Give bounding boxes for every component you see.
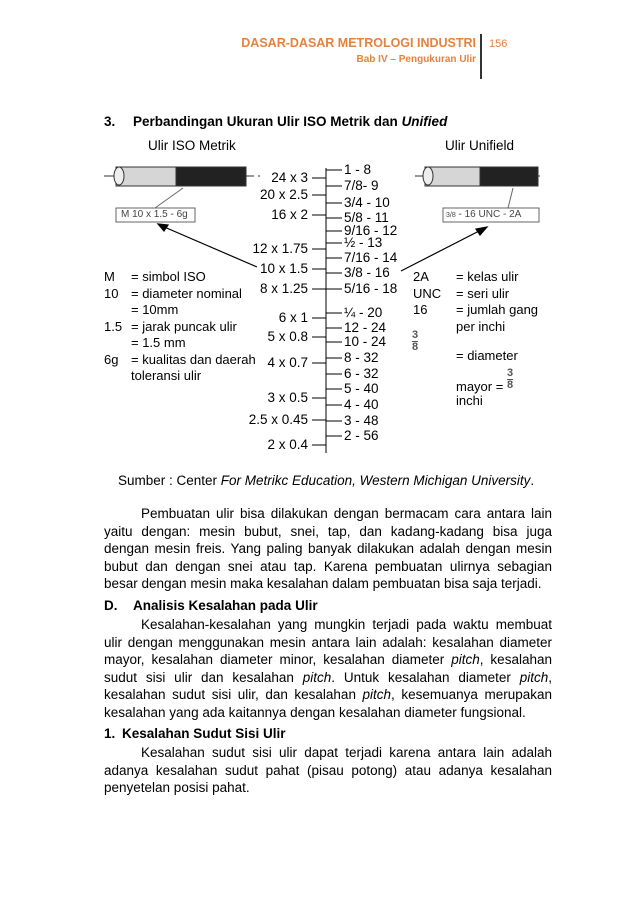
unified-callout-frac: 3/8 (446, 212, 456, 219)
unified-size-label: 9/16 - 12 (344, 223, 398, 238)
section-1-number: 1. (104, 726, 116, 741)
metric-size-label: 6 x 1 (278, 310, 308, 325)
legend-meaning: = simbol ISO (131, 269, 206, 284)
legend-symbol: 16 (413, 302, 428, 317)
legend-meaning: = kualitas dan daerah (131, 351, 256, 367)
metric-size-label: 10 x 1.5 (259, 261, 308, 276)
legend-meaning: = 1.5 mm (131, 335, 186, 350)
mayor-label: mayor = (456, 379, 504, 394)
unified-size-label: 7/16 - 14 (344, 250, 398, 265)
unified-callout-label: - 16 UNC - 2A (458, 209, 522, 220)
header-title: DASAR-DASAR METROLOGI INDUSTRI (241, 36, 476, 50)
source-suffix: . (530, 473, 535, 488)
metric-size-label: 2 x 0.4 (267, 437, 308, 452)
unified-size-label: 6 - 32 (344, 366, 379, 381)
unified-size-label: 4 - 40 (344, 397, 379, 412)
metric-size-label: 2.5 x 0.45 (248, 412, 308, 427)
frac-num: 3 (412, 329, 419, 341)
p2-pitch-4: pitch (362, 687, 392, 703)
section-1-title: Kesalahan Sudut Sisi Ulir (122, 726, 286, 741)
unified-size-label: 7/8- 9 (344, 178, 379, 193)
section-3-number: 3. (104, 114, 116, 129)
p2d: , kesalahan sudut sisi ulir, dan kesalahan (104, 669, 553, 703)
iso-metric-title: Ulir ISO Metrik (148, 138, 236, 153)
paragraph-3 (104, 744, 552, 797)
unified-callout-text (446, 209, 521, 220)
unified-size-label: 12 - 24 (344, 320, 387, 335)
unified-title: Ulir Unifield (445, 138, 515, 153)
legend-symbol: M (104, 269, 115, 284)
unified-size-label: ½ - 13 (344, 235, 383, 250)
metric-size-label: 4 x 0.7 (267, 355, 308, 370)
p2b: , kesalahan sudut sisi ulir dan kesalahan (104, 652, 552, 685)
unified-size-label: 3/4 - 10 (344, 195, 390, 210)
metric-size-label: 16 x 2 (271, 207, 308, 222)
header-subtitle: Bab IV – Pengukuran Ulir (356, 54, 476, 65)
legend-symbol: 6g (104, 351, 119, 367)
section-3-title-italic: Unified (401, 114, 448, 129)
unified-size-label: 10 - 24 (344, 334, 387, 349)
p2c: . Untuk kesalahan diameter (331, 669, 520, 685)
frac-den: 8 (412, 341, 419, 353)
fraction-icon-2 (507, 368, 513, 391)
legend-meaning: = jumlah gang (456, 302, 539, 317)
frac-den-2: 8 (507, 379, 514, 391)
paragraph-3-text: Kesalahan sudut sisi ulir dapat terjadi karena antara lain adalah adanya kesalahan sudut pahat (pisau potong) atau adanya kesalahan penyetelan posisi pahat. (104, 745, 552, 796)
page-number: 156 (489, 38, 508, 50)
unified-size-label: ¼ - 20 (344, 305, 383, 320)
unified-size-label: 5/8 - 11 (344, 210, 389, 225)
p2-pitch-2: pitch (302, 669, 332, 685)
legend-meaning: = diameter nominal (131, 285, 242, 301)
unified-size-label: 3 - 48 (344, 413, 379, 428)
p2-pitch-1: pitch (451, 652, 480, 668)
metric-size-label: 3 x 0.5 (267, 390, 308, 405)
paragraph-1 (104, 505, 552, 593)
p2-pitch-3: pitch (519, 669, 549, 685)
unified-size-label: 3/8 - 16 (344, 265, 390, 280)
p2e: , kesemuanya merupakan kesalahan yang ada kaitannya dengan kesalahan diameter fungsional. (104, 687, 552, 720)
section-d-number: D. (104, 598, 118, 613)
legend-meaning: = 10mm (131, 302, 179, 317)
legend-meaning: toleransi ulir (131, 368, 202, 383)
paragraph-1-text: Pembuatan ulir bisa dilakukan dengan bermacam cara antara lain yaitu dengan: mesin bubut, snei, tap, dan kadang-kadang bisa juga dengan mesin freis. Yang paling banyak dilakukan adalah dengan mesin bubut dan dengan snei atau tap. Karena pembuatan ulirnya sebagian besar dengan mesin maka kesalahan dalam pembuatan bisa saja terjadi. (104, 506, 552, 592)
paragraph-2 (104, 616, 552, 722)
section-d-title: Analisis Kesalahan pada Ulir (133, 598, 318, 613)
source-prefix: Sumber : Center (118, 473, 221, 488)
unified-size-label: 8 - 32 (344, 350, 379, 365)
legend-symbol: 10 (104, 285, 119, 301)
legend-meaning: = kelas ulir (456, 269, 519, 284)
fraction-icon (412, 330, 418, 353)
legend-symbol: 2A (413, 269, 429, 284)
iso-callout-text: M 10 x 1.5 - 6g (121, 209, 188, 220)
legend-meaning: = jarak puncak ulir (131, 318, 237, 334)
figure-source (118, 473, 534, 488)
legend-symbol: UNC (413, 285, 442, 301)
unified-size-label: 2 - 56 (344, 428, 379, 443)
legend-meaning: per inchi (456, 318, 506, 334)
legend-symbol: 1.5 (104, 318, 123, 334)
unified-bolt-icon (415, 167, 540, 186)
metric-size-label: 24 x 3 (271, 170, 308, 185)
p2a: Kesalahan-kesalahan yang mungkin terjadi pada waktu membuat ulir dengan menggunakan mesin antara lain adalah: kesalahan diameter mayor, kesalahan diameter minor, kesalahan diameter (104, 617, 552, 668)
frac-num-2: 3 (507, 367, 514, 379)
section-3-title-text: Perbandingan Ukuran Ulir ISO Metrik dan (133, 114, 402, 129)
metric-size-label: 12 x 1.75 (252, 241, 308, 256)
metric-size-label: 8 x 1.25 (259, 281, 308, 296)
metric-size-label: 20 x 2.5 (259, 187, 308, 202)
metric-size-label: 5 x 0.8 (267, 329, 308, 344)
unified-size-label: 1 - 8 (344, 162, 372, 177)
source-italic: For Metrikc Education, Western Michigan University (220, 473, 531, 488)
legend-meaning: = seri ulir (456, 285, 510, 301)
unified-size-label: 5/16 - 18 (344, 281, 398, 296)
diameter-label: = diameter (456, 348, 518, 363)
unified-size-label: 5 - 40 (344, 381, 379, 396)
inchi-label: inchi (456, 393, 483, 408)
